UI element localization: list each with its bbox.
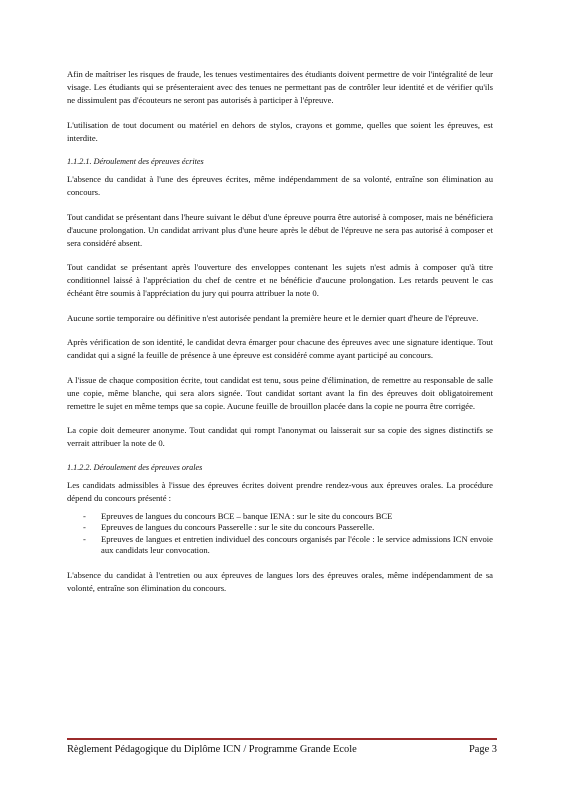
list-item: - Epreuves de langues du concours Passerelle : sur le site du concours Passerelle.: [101, 522, 493, 534]
heading-oral-exams: 1.1.2.2. Déroulement des épreuves orales: [67, 462, 203, 472]
footer-title: Règlement Pédagogique du Diplôme ICN / Programme Grande Ecole: [67, 744, 357, 755]
paragraph-envelope-opening: Tout candidat se présentant après l'ouverture des enveloppes contenant les sujets n'est admis à composer qu'à titre conditionnel laissé à l'appréciation du chef de centre et ne bénéficie d'aucune prolongation. Les retards peuvent le cas échéant être soumis à l'appréciation du jury qui pourra attribuer la note 0.: [67, 262, 493, 298]
page-footer: [67, 744, 497, 755]
paragraph-oral-absence: L'absence du candidat à l'entretien ou aux épreuves de langues lors des épreuves orales, même indépendamment de sa volonté, entraîne son élimination du concours.: [67, 569, 493, 593]
paragraph-dress-code: Afin de maîtriser les risques de fraude, les tenues vestimentaires des étudiants doivent permettre de voir l'intégralité de leur visage. Les étudiants qui se présenteraient avec des tenues ne permettant pas de contrôler leur identité et de vérifier qu'ils ne dissimulent pas d'écouteurs ne seront pas autorisés à participer à l'épreuve.: [67, 69, 493, 105]
list-item: - Epreuves de langues du concours BCE – banque IENA : sur le site du concours BCE: [101, 511, 493, 523]
paragraph-no-exit: Aucune sortie temporaire ou définitive n'est autorisée pendant la première heure et le dernier quart d'heure de l'épreuve.: [67, 312, 479, 323]
paragraph-documents-forbidden: L'utilisation de tout document ou matériel en dehors de stylos, crayons et gomme, quelles que soient les épreuves, est interdite.: [67, 119, 493, 143]
paragraph-signature: Après vérification de son identité, le candidat devra émarger pour chacune des épreuves avec une signature identique. Tout candidat qui a signé la feuille de présence à une épreuve est considéré comme ayant participé au concours.: [67, 337, 493, 360]
document-body: [67, 68, 493, 606]
paragraph-absence-written: L'absence du candidat à l'une des épreuves écrites, même indépendamment de sa volonté, entraîne son élimination au concours.: [67, 174, 493, 197]
paragraph-oral-intro: Les candidats admissibles à l'issue des épreuves écrites doivent prendre rendez-vous aux épreuves orales. La procédure dépend du concours présenté :: [67, 479, 493, 503]
paragraph-hand-in-copy: A l'issue de chaque composition écrite, tout candidat est tenu, sous peine d'élimination, de remettre au responsable de salle une copie, même blanche, qui sera alors signée. Tout candidat sortant avant la fin des épreuves doit obligatoirement remettre le sujet en même temps que sa copie. Aucune feuille de brouillon placée dans la copie ne pourra être corrigée.: [67, 374, 493, 411]
footer-divider: [67, 738, 497, 740]
paragraph-anonymity: La copie doit demeurer anonyme. Tout candidat qui rompt l'anonymat ou laisserait sur sa copie des signes distinctifs se verrait attribuer la note de 0.: [67, 425, 493, 448]
heading-written-exams: 1.1.2.1. Déroulement des épreuves écrites: [67, 157, 204, 166]
list-item: - Epreuves de langues et entretien individuel des concours organisés par l'école : le service admissions ICN envoie aux candidats leur convocation.: [101, 534, 493, 557]
paragraph-late-arrival: Tout candidat se présentant dans l'heure suivant le début d'une épreuve pourra être autorisé à composer, mais ne bénéficiera d'aucune prolongation. Un candidat arrivant plus d'une heure après le début de l'épreuve ne sera pas autorisé à composer et sera considéré absent.: [67, 211, 493, 248]
oral-procedure-list: [67, 511, 493, 557]
page-number: Page 3: [469, 744, 497, 755]
